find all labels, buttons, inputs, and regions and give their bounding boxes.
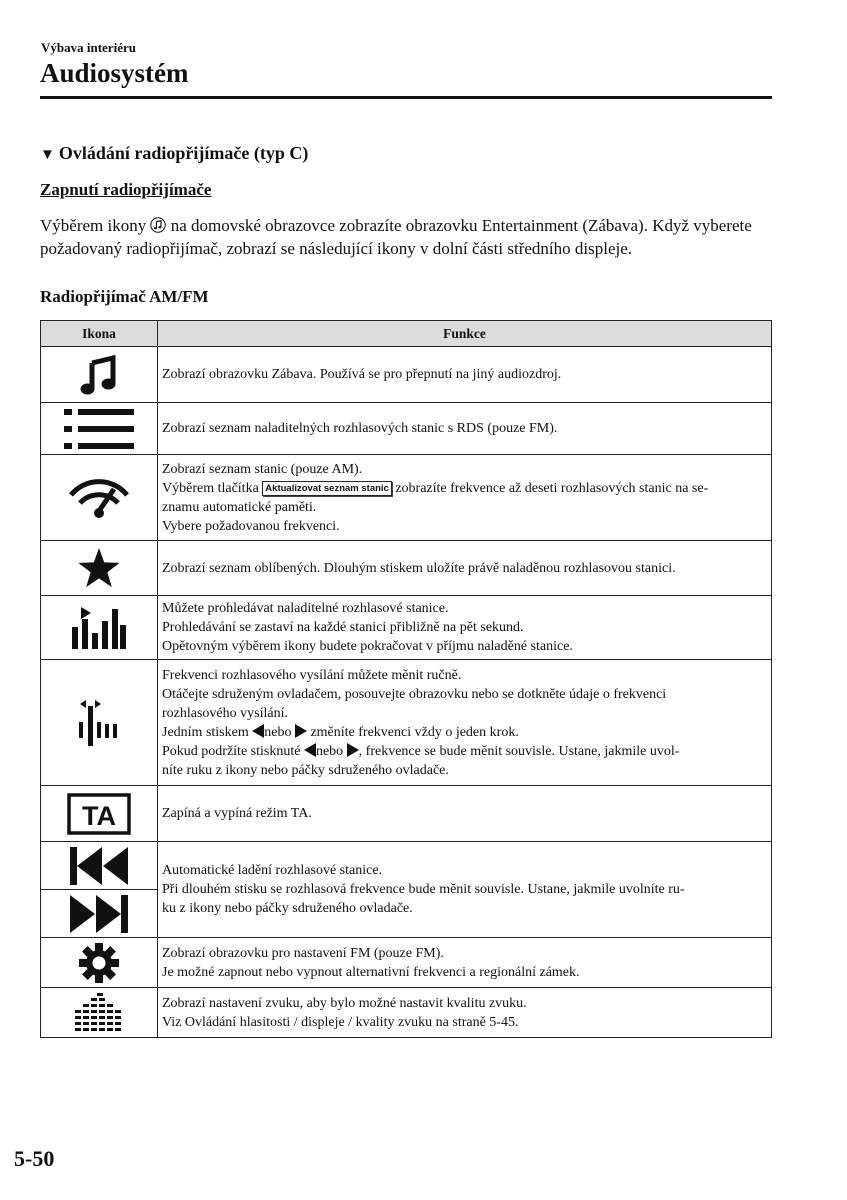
table-header-row <box>41 321 772 347</box>
table-row <box>41 786 772 842</box>
music-note-icon <box>79 354 119 396</box>
ta-icon <box>67 793 131 835</box>
function-text-part: nebo <box>264 724 292 740</box>
function-cell <box>158 988 772 1038</box>
update-station-list-button: Aktualizovat seznam stanic <box>262 481 392 496</box>
intro-text-after: na domovské obrazovce zobrazíte obrazovku Entertainment (Zábava). Když vyberete požadovaný radiopřijímač, zobrazí se následující ikony v dolní části středního displeje. <box>40 216 752 258</box>
function-text-part: Jedním stiskem <box>162 724 249 740</box>
icon-cell <box>41 938 158 988</box>
table-heading: Radiopřijímač AM/FM <box>40 287 209 306</box>
col-header-icon: Ikona <box>41 321 158 347</box>
table-row <box>41 988 772 1038</box>
icon-cell <box>41 988 158 1038</box>
icon-cell <box>41 347 158 403</box>
function-cell <box>158 660 772 786</box>
icon-cell <box>41 890 158 938</box>
triangle-left-icon <box>304 743 316 757</box>
breadcrumb: Výbava interiéru <box>41 40 136 55</box>
function-text: Při dlouhém stisku se rozhlasová frekvence bude měnit souvisle. Ustane, jakmile uvolníte ru- <box>162 882 685 897</box>
subheading: Zapnutí radiopřijímače <box>40 180 212 199</box>
section-title <box>40 143 308 164</box>
function-cell <box>158 786 772 842</box>
function-text: níte ruku z ikony nebo páčky sdruženého ovladače. <box>162 762 449 778</box>
table-row <box>41 938 772 988</box>
page-title: Audiosystém <box>40 58 189 88</box>
icon-cell <box>41 403 158 455</box>
seek-back-icon <box>70 847 128 885</box>
table-row <box>41 347 772 403</box>
function-text-part: , frekvence se bude měnit souvisle. Ustane, jakmile uvol- <box>358 743 680 759</box>
triangle-right-icon <box>347 743 359 757</box>
function-cell <box>158 455 772 541</box>
function-cell <box>158 403 772 455</box>
table-row <box>41 403 772 455</box>
function-text: Zobrazí nastavení zvuku, aby bylo možné nastavit kvalitu zvuku. <box>162 995 527 1011</box>
function-text: Zapíná a vypíná režim TA. <box>162 806 312 821</box>
table-row <box>41 596 772 660</box>
function-text-part: Pokud podržíte stisknuté <box>162 743 301 759</box>
function-text: Můžete prohledávat naladitelné rozhlasové stanice. <box>162 601 449 616</box>
star-icon <box>77 547 121 589</box>
title-rule <box>40 96 772 99</box>
function-text: znamu automatické paměti. <box>162 499 317 515</box>
triangle-right-icon <box>295 724 307 738</box>
function-cell <box>158 347 772 403</box>
function-text-part: Výběrem tlačítka <box>162 480 259 496</box>
icon-cell <box>41 596 158 660</box>
function-text: Opětovným výběrem ikony budete pokračovat v příjmu naladěné stanice. <box>162 639 573 654</box>
function-text: Zobrazí seznam oblíbených. Dlouhým stiskem uložíte právě naladěnou rozhlasovou stanici. <box>162 560 676 576</box>
scan-icon <box>72 607 126 649</box>
function-text: Otáčejte sdruženým ovladačem, posouvejte obrazovku nebo se dotkněte údaje o frekvenci <box>162 686 667 702</box>
function-cell <box>158 596 772 660</box>
music-note-icon <box>150 217 166 233</box>
function-text-part: změníte frekvenci vždy o jeden krok. <box>310 724 519 740</box>
station-list-icon <box>68 475 130 521</box>
function-text: Viz Ovládání hlasitosti / displeje / kvality zvuku na straně 5-45. <box>162 1014 519 1030</box>
sound-settings-icon <box>75 993 123 1033</box>
function-text <box>162 723 767 742</box>
function-text-part: nebo <box>315 743 344 759</box>
intro-text-before: Výběrem ikony <box>40 216 147 235</box>
function-text: rozhlasového vysílání. <box>162 705 288 721</box>
section-marker: ▼ <box>40 147 55 163</box>
icon-cell <box>41 786 158 842</box>
function-text: Automatické ladění rozhlasové stanice. <box>162 863 383 878</box>
function-text: Frekvenci rozhlasového vysílání můžete měnit ručně. <box>162 667 462 683</box>
function-text <box>162 742 767 761</box>
icon-cell <box>41 455 158 541</box>
icon-cell <box>41 541 158 596</box>
function-text: Zobrazí obrazovku pro nastavení FM (pouze FM). <box>162 945 444 961</box>
function-text <box>162 479 767 498</box>
function-text: Vybere požadovanou frekvenci. <box>162 518 340 534</box>
function-text: Zobrazí seznam naladitelných rozhlasových stanic s RDS (pouze FM). <box>162 421 558 436</box>
triangle-left-icon <box>252 724 264 738</box>
function-text-part: zobrazíte frekvence až deseti rozhlasových stanic na se- <box>395 480 709 496</box>
table-row <box>41 455 772 541</box>
intro-paragraph <box>40 214 775 260</box>
manual-tune-icon <box>79 700 119 746</box>
gear-icon <box>79 943 119 983</box>
ta-icon-label: TA <box>82 800 116 831</box>
function-text: Zobrazí obrazovku Zábava. Používá se pro přepnutí na jiný audiozdroj. <box>162 367 562 382</box>
seek-forward-icon <box>70 895 128 933</box>
icon-cell <box>41 660 158 786</box>
icon-cell <box>41 842 158 890</box>
function-text: Je možné zapnout nebo vypnout alternativní frekvenci a regionální zámek. <box>162 964 580 980</box>
page-number: 5-50 <box>14 1146 55 1171</box>
function-cell <box>158 938 772 988</box>
function-text: Zobrazí seznam stanic (pouze AM). <box>162 461 363 477</box>
table-row <box>41 541 772 596</box>
function-cell <box>158 842 772 938</box>
col-header-function: Funkce <box>158 321 772 347</box>
table-row <box>41 842 772 890</box>
function-text: Prohledávání se zastaví na každé stanici přibližně na pět sekund. <box>162 620 524 635</box>
list-icon <box>64 409 134 449</box>
icon-function-table <box>40 320 772 1038</box>
section-title-text: Ovládání radiopřijímače (typ C) <box>58 143 309 163</box>
function-cell <box>158 541 772 596</box>
function-text: ku z ikony nebo páčky sdruženého ovladače. <box>162 901 413 916</box>
table-row <box>41 660 772 786</box>
